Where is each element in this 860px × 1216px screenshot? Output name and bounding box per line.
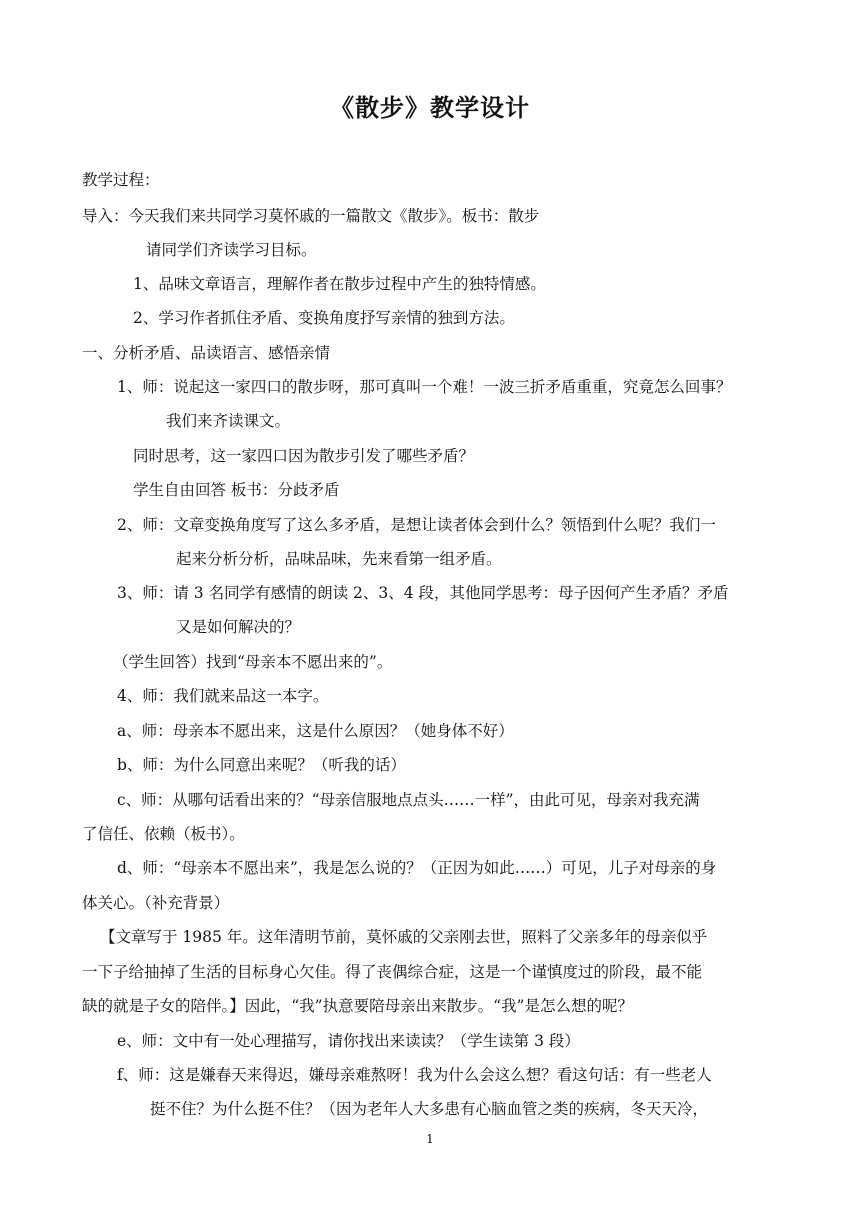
text-line: （学生回答）找到“母亲本不愿出来的”。 (113, 653, 393, 671)
background-note: 【文章写于 1985 年。这年清明节前，莫怀戚的父亲刚去世，照料了父亲多年的母亲似乎 (100, 928, 708, 946)
document-title: 《散步》教学设计 (330, 93, 530, 122)
text-line: 4、师：我们就来品这一本字。 (117, 687, 329, 705)
text-line: 2、学习作者抓住矛盾、变换角度抒写亲情的独到方法。 (133, 309, 515, 327)
text-line: 又是如何解决的？ (176, 618, 301, 636)
text-line: e、师：文中有一处心理描写，请你找出来读读？（学生读第 3 段） (117, 1032, 580, 1050)
text-line: 了信任、依赖（板书）。 (82, 825, 245, 843)
text-line: 我们来齐读课文。 (166, 412, 291, 430)
text-line: c、师：从哪句话看出来的？“母亲信服地点点头……一样”，由此可见，母亲对我充满 (117, 791, 700, 809)
text-line: 体关心。（补充背景） (82, 894, 230, 912)
background-note: 缺的就是子女的陪伴。】因此，“我”执意要陪母亲出来散步。“我”是怎么想的呢？ (82, 997, 633, 1015)
text-line: 起来分析分析，品味品味，先来看第一组矛盾。 (176, 550, 502, 568)
text-line: 3、师：请 3 名同学有感情的朗读 2、3、4 段，其他同学思考：母子因何产生矛盾？矛盾 (117, 584, 729, 602)
text-line: 导入：今天我们来共同学习莫怀戚的一篇散文《散步》。板书：散步 (82, 207, 540, 225)
text-line: 学生自由回答 板书：分歧矛盾 (133, 481, 340, 499)
text-line: b、师：为什么同意出来呢？（听我的话） (117, 756, 406, 774)
text-line: 2、师：文章变换角度写了这么多矛盾，是想让读者体会到什么？领悟到什么呢？我们一 (117, 516, 716, 534)
text-line: d、师：“母亲本不愿出来”，我是怎么说的？（正因为如此……）可见，儿子对母亲的身 (117, 859, 717, 877)
text-line: f、师：这是嫌春天来得迟，嫌母亲难熬呀！我为什么会这么想？看这句话：有一些老人 (117, 1066, 712, 1084)
page-number: 1 (426, 1132, 434, 1146)
text-line: 教学过程： (82, 171, 160, 189)
text-line: 同时思考，这一家四口因为散步引发了哪些矛盾？ (133, 447, 475, 465)
text-line: 请同学们齐读学习目标。 (146, 241, 317, 259)
text-line: a、师：母亲本不愿出来，这是什么原因？（她身体不好） (117, 722, 514, 740)
section-heading: 一、分析矛盾、品读语言、感悟亲情 (82, 344, 331, 362)
text-line: 1、品味文章语言，理解作者在散步过程中产生的独特情感。 (133, 275, 546, 293)
text-line: 1、师：说起这一家四口的散步呀，那可真叫一个难！一波三折矛盾重重，究竟怎么回事？ (117, 378, 732, 396)
background-note: 一下子给抽掉了生活的目标身心欠佳。得了丧偶综合症，这是一个谨慎度过的阶段，最不能 (82, 963, 703, 981)
text-line: 挺不住？为什么挺不住？（因为老年人大多患有心脑血管之类的疾病，冬天天冷， (150, 1100, 709, 1118)
